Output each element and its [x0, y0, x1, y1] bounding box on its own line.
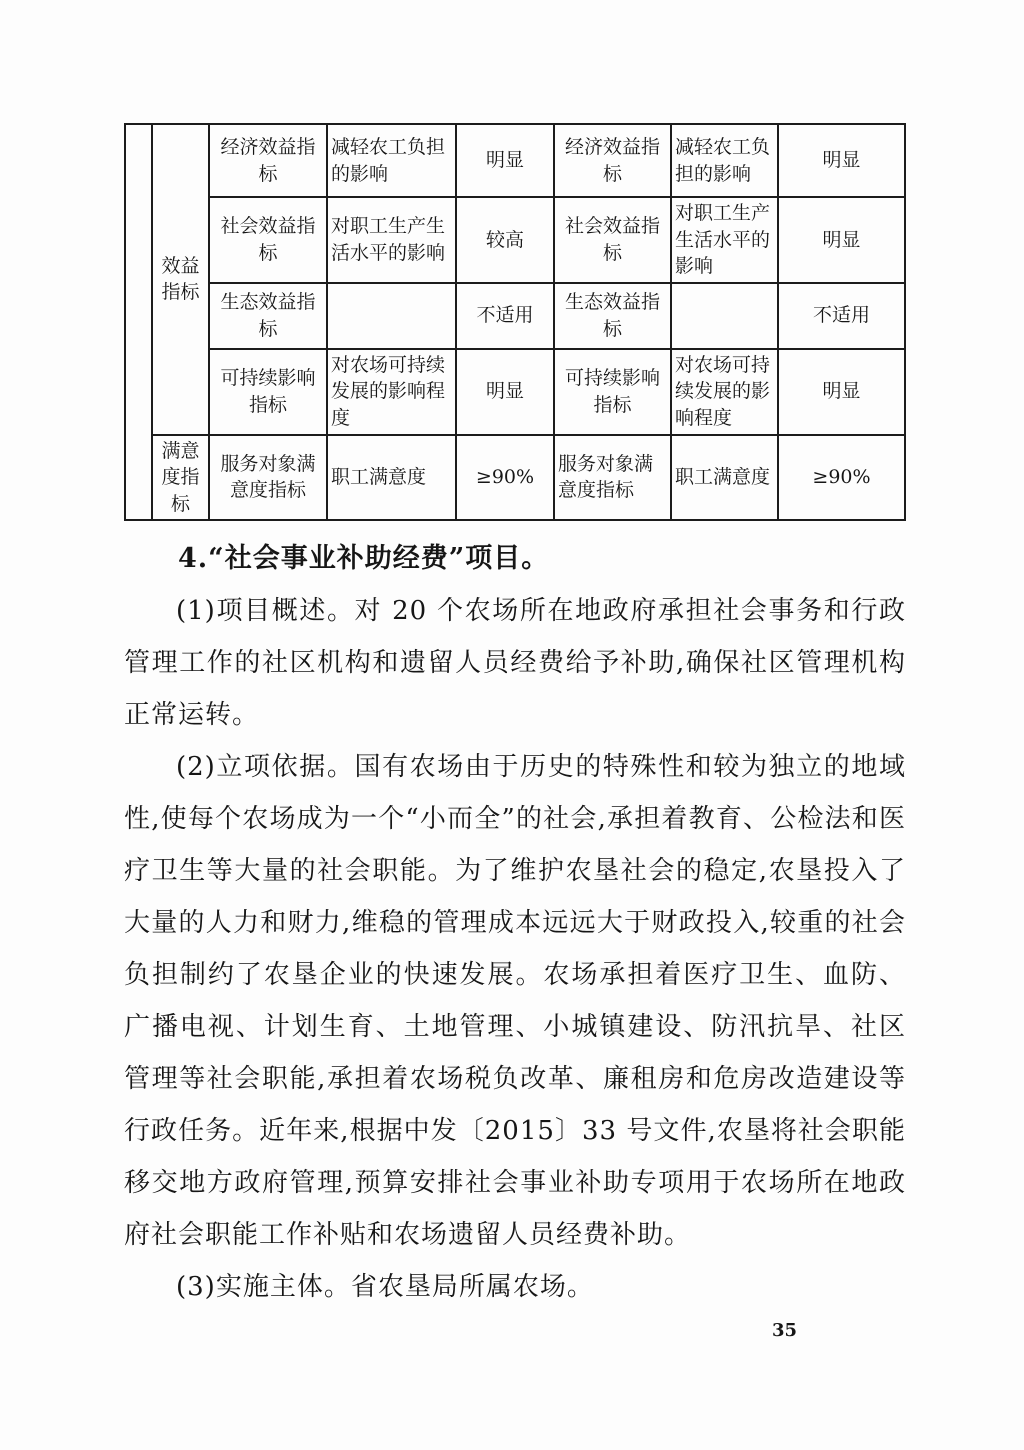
table-cell-group-satisfaction: 满意度指标 — [152, 435, 209, 521]
table-cell-right-indicator: 社会效益指标 — [554, 197, 671, 283]
table-cell-left-indicator: 服务对象满意度指标 — [209, 435, 327, 521]
table-cell-right-criterion — [671, 283, 778, 349]
table-cell-left-rating: 较高 — [456, 197, 554, 283]
table-cell-left-rating: ≥90% — [456, 435, 554, 521]
table-cell-right-rating: 不适用 — [778, 283, 905, 349]
paragraph-project-overview: (1)项目概述。对 20 个农场所在地政府承担社会事务和行政管理工作的社区机构和遗留人员经费给予补助,确保社区管理机构正常运转。 — [124, 596, 906, 731]
table-cell-right-rating: 明显 — [778, 197, 905, 283]
paragraph-project-basis: (2)立项依据。国有农场由于历史的特殊性和较为独立的地域性,使每个农场成为一个“小而全”的社会,承担着教育、公检法和医疗卫生等大量的社会职能。为了维护农垦社会的稳定,农垦投入了大量的人力和财力,维稳的管理成本远远大于财政投入,较重的社会负担制约了农垦企业的快速发展。农场承担着医疗卫生、血防、广播电视、计划生育、土地管理、小城镇建设、防汛抗旱、社区管理等社会职能,承担着农场税负改革、廉租房和危房改造建设等行政任务。近年来,根据中发〔2015〕33 号文件,农垦将社会职能移交地方政府管理,预算安排社会事业补助专项用于农场所在地政府社会职能工作补贴和农场遗留人员经费补助。 — [124, 752, 906, 1251]
evaluation-indicators-table — [124, 123, 906, 521]
table-cell-right-indicator: 经济效益指标 — [554, 124, 671, 197]
table-cell-right-rating: 明显 — [778, 349, 905, 435]
table-cell-left-rating: 不适用 — [456, 283, 554, 349]
paragraph-implementing-body: (3)实施主体。省农垦局所属农场。 — [176, 1272, 594, 1303]
table-cell-group-benefit: 效益指标 — [152, 124, 209, 435]
table-row — [125, 435, 905, 521]
table-cell-right-criterion: 减轻农工负担的影响 — [671, 124, 778, 197]
table-cell-left-criterion — [327, 283, 456, 349]
table-cell-right-rating: 明显 — [778, 124, 905, 197]
table-cell-right-criterion: 对农场可持续发展的影响程度 — [671, 349, 778, 435]
table-row — [125, 197, 905, 283]
table-cell-right-rating: ≥90% — [778, 435, 905, 521]
table-cell-left-indicator: 社会效益指标 — [209, 197, 327, 283]
table-cell-right-criterion: 对职工生产生活水平的影响 — [671, 197, 778, 283]
table-cell-left-indicator: 生态效益指标 — [209, 283, 327, 349]
table-cell-left-criterion: 职工满意度 — [327, 435, 456, 521]
table-cell-left-criterion: 对农场可持续发展的影响程度 — [327, 349, 456, 435]
table-cell-right-indicator: 生态效益指标 — [554, 283, 671, 349]
table-cell-right-criterion: 职工满意度 — [671, 435, 778, 521]
table-cell-left-criterion: 对职工生产生活水平的影响 — [327, 197, 456, 283]
table-cell-left-rating: 明显 — [456, 349, 554, 435]
section-heading: 4.“社会事业补助经费”项目。 — [178, 543, 550, 575]
table-cell-right-indicator: 可持续影响指标 — [554, 349, 671, 435]
table-row — [125, 349, 905, 435]
table-cell-left-rating: 明显 — [456, 124, 554, 197]
table-cell-spacer — [125, 124, 152, 520]
table-cell-left-criterion: 减轻农工负担的影响 — [327, 124, 456, 197]
page-number: 35 — [772, 1320, 798, 1341]
table-cell-left-indicator: 可持续影响指标 — [209, 349, 327, 435]
table-cell-left-indicator: 经济效益指标 — [209, 124, 327, 197]
table-row — [125, 283, 905, 349]
table-row — [125, 124, 905, 197]
table-cell-right-indicator: 服务对象满意度指标 — [554, 435, 671, 521]
